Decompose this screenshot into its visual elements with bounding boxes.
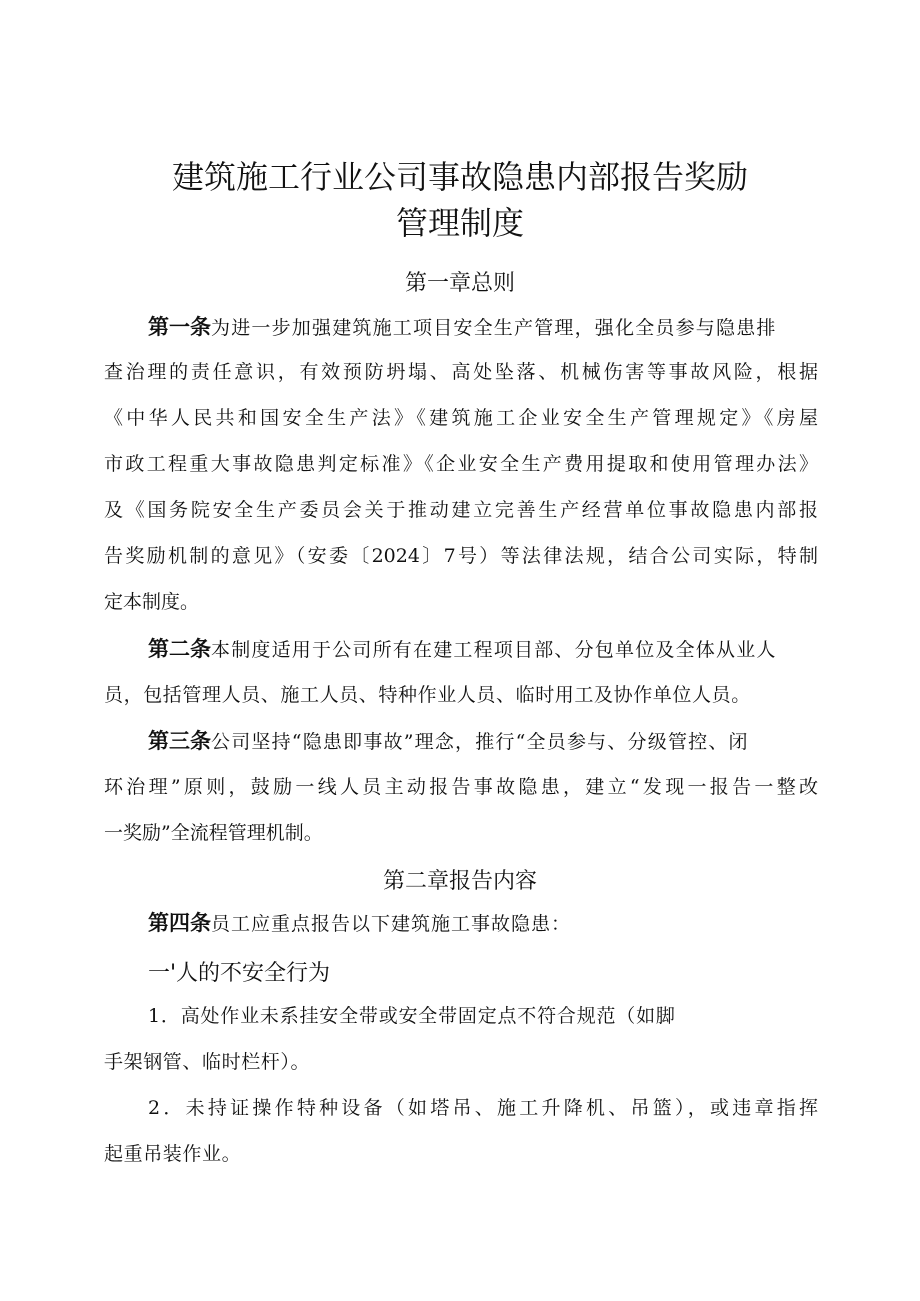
article-3-first-line (148, 728, 749, 755)
item-2-line: 2．未持证操作特种设备（如塔吊、施工升降机、吊篮），或违章指挥 (148, 1097, 818, 1119)
article-1-line: 为进一步加强建筑施工项目安全生产管理，强化全员参与隐患排 (211, 317, 777, 339)
document-title-line-1: 建筑施工行业公司事故隐患内部报告奖励 (171, 158, 748, 196)
section-heading: 一'人的不安全行为 (148, 961, 331, 986)
item-1-line: 手架钢管、临时栏杆）。 (104, 1051, 311, 1073)
document-title-line-2: 管理制度 (395, 204, 524, 242)
article-3-label: 第三条 (148, 729, 211, 753)
item-1-line: 1．高处作业未系挂安全带或安全带固定点不符合规范（如脚 (148, 1005, 676, 1027)
article-3-line: 环治理”原则，鼓励一线人员主动报告事故隐患，建立“发现一报告一整改 (104, 776, 818, 798)
item-2-line: 起重吊装作业。 (104, 1143, 242, 1165)
article-1-label: 第一条 (148, 315, 211, 339)
article-1-line: 查治理的责任意识，有效预防坍塌、高处坠落、机械伤害等事故风险，根据 (104, 361, 818, 383)
article-4-label: 第四条 (148, 911, 211, 935)
article-1-first-line (148, 314, 818, 341)
article-3-line: 公司坚持“隐患即事故”理念，推行“全员参与、分级管控、闭 (211, 731, 749, 753)
article-1-line: 《中华人民共和国安全生产法》《建筑施工企业安全生产管理规定》《房屋 (104, 407, 818, 429)
article-2-line: 员，包括管理人员、施工人员、特种作业人员、临时用工及协作单位人员。 (104, 684, 751, 706)
article-4-line (148, 910, 571, 937)
article-2-label: 第二条 (148, 637, 211, 661)
article-3-line: 一奖励”全流程管理机制。 (104, 822, 323, 844)
article-1-line: 定本制度。 (104, 591, 200, 613)
article-2-first-line (148, 636, 777, 663)
article-1-line: 告奖励机制的意见》（安委〔2024〕7号）等法律法规，结合公司实际，特制 (104, 545, 818, 567)
article-4-text: 员工应重点报告以下建筑施工事故隐患： (211, 913, 572, 935)
chapter-heading-1: 第一章总则 (404, 271, 515, 296)
article-1-line: 及《国务院安全生产委员会关于推动建立完善生产经营单位事故隐患内部报 (104, 499, 818, 521)
chapter-heading-2: 第二章报告内容 (382, 869, 537, 894)
article-2-line: 本制度适用于公司所有在建工程项目部、分包单位及全体从业人 (211, 639, 777, 661)
article-1-line: 市政工程重大事故隐患判定标准》《企业安全生产费用提取和使用管理办法》 (104, 453, 818, 475)
